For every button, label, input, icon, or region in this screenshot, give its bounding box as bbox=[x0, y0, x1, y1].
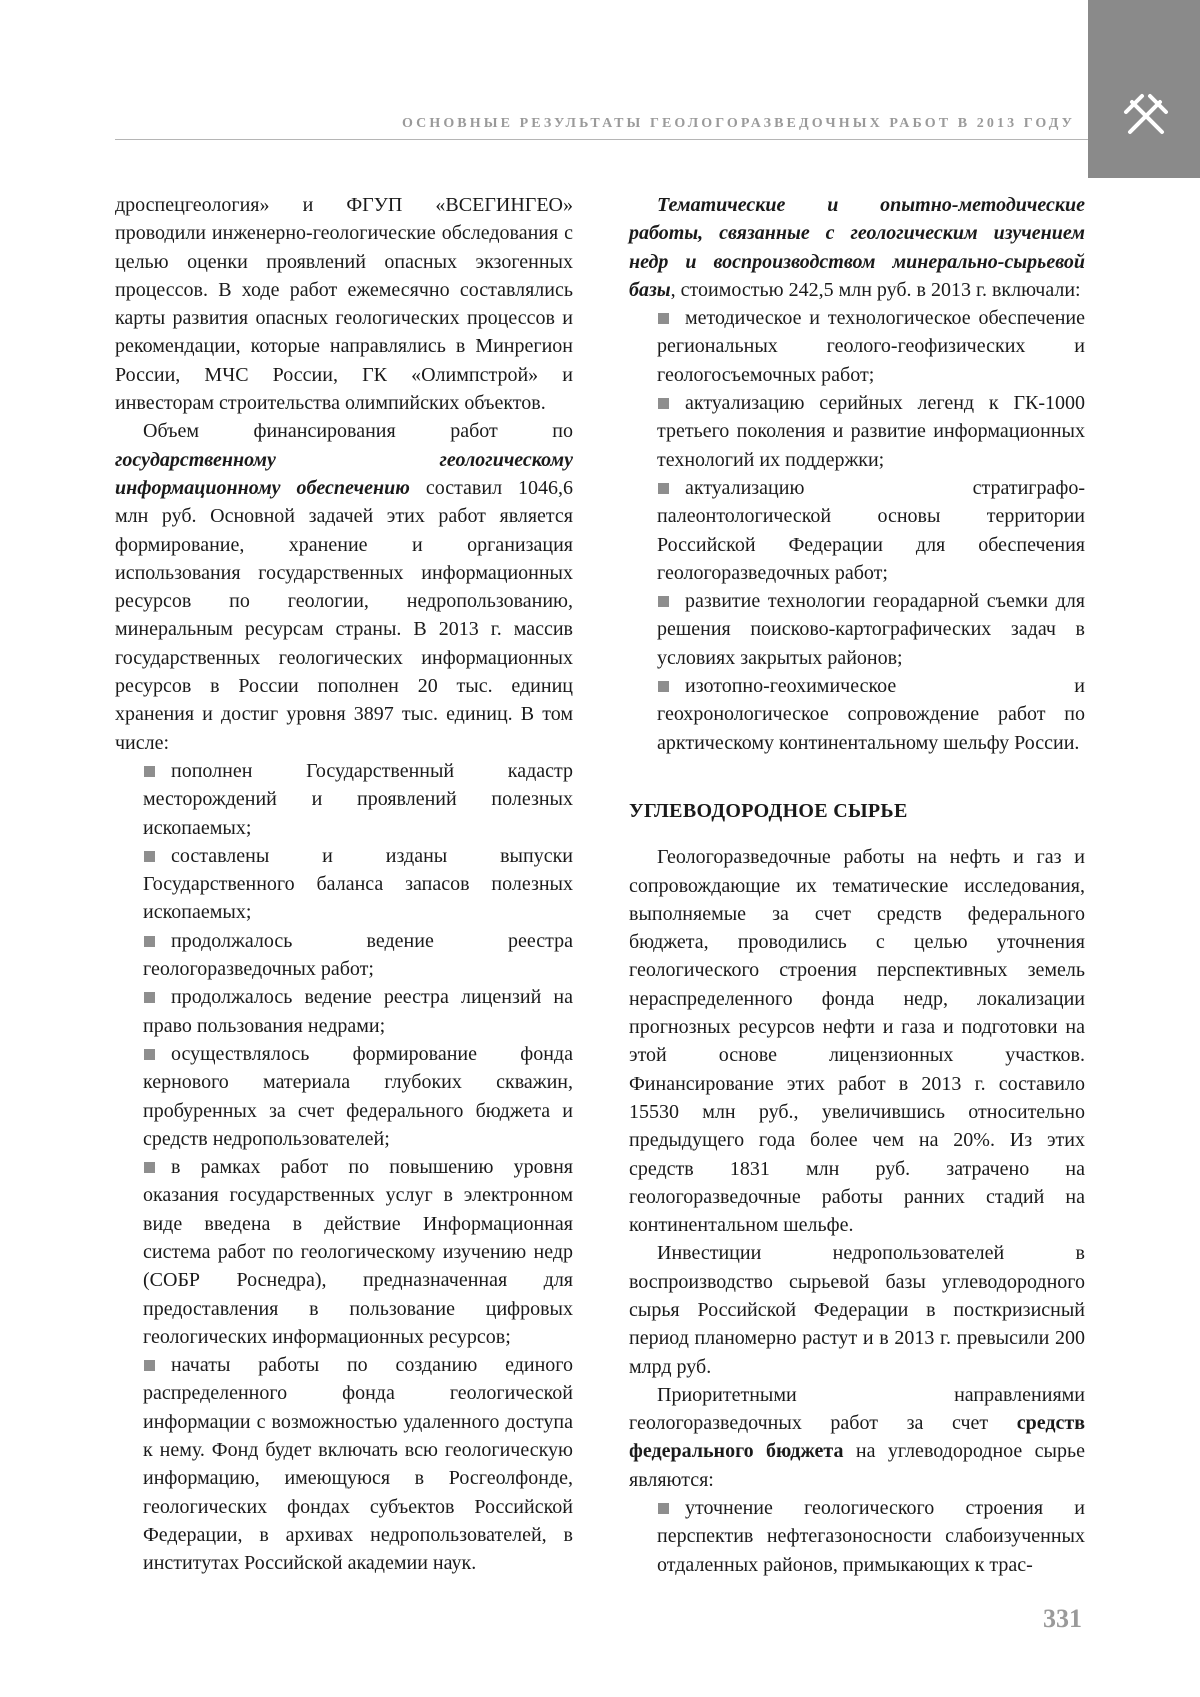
list-item bbox=[115, 927, 573, 984]
paragraph: Геологоразведочные работы на нефть и газ и сопровождающие их тематические исследования, выполняемые за счет средств федерального бюджета, проводились с целью уточнения геологического строения перспективных земель нераспределенного фонда недр, локализации прогнозных ресурсов нефти и газа и подготовки на этой основе лицензионных участков. Финансирование этих работ в 2013 г. составило 15530 млн руб., увеличившись относительно предыдущего года более чем на 20%. Из этих средств 1831 млн руб. затрачено на геологоразведочные работы ранних стадий на континентальном шельфе. bbox=[629, 846, 1085, 1237]
text-run: , стоимостью 242,5 млн руб. в 2013 г. включали: bbox=[670, 278, 1081, 301]
bullet-square-icon bbox=[658, 1503, 669, 1514]
text-run: составил 1046,6 млн руб. Основной задачей этих работ является формирование, хранение и организация использования государственных информационных ресурсов по геологии, недропользованию, минеральным ресурсам страны. В 2013 г. массив государственных геологических информационных ресурсов в России пополнен 20 тыс. единиц хранения и достиг уровня 3897 тыс. единиц. В том числе: bbox=[115, 476, 573, 754]
page-number: 331 bbox=[1043, 1604, 1082, 1633]
paragraph bbox=[629, 191, 1085, 304]
list-item bbox=[629, 304, 1085, 389]
list-item bbox=[115, 983, 573, 1040]
text-run: Приоритетными направлениями геологоразведочных работ за счет bbox=[629, 1383, 1085, 1435]
section-tab bbox=[1088, 0, 1200, 178]
list-item-text: изотопно-геохимическое и геохронологическое сопровождение работ по арктическому континентальному шельфу России. bbox=[657, 675, 1085, 754]
bullet-square-icon bbox=[144, 936, 155, 947]
paragraph: Инвестиции недропользователей в воспроизводство сырьевой базы углеводородного сырья Российской Федерации в посткризисный период планомерно растут и в 2013 г. превысили 200 млрд руб. bbox=[629, 1242, 1085, 1378]
emphasis: государственному геологическому информационному обеспечению bbox=[115, 448, 573, 499]
list-item-text: составлены и изданы выпуски Государственного баланса запасов полезных ископаемых; bbox=[143, 844, 573, 924]
running-header: ОСНОВНЫЕ РЕЗУЛЬТАТЫ ГЕОЛОГОРАЗВЕДОЧНЫХ РАБОТ В 2013 ГОДУ bbox=[401, 116, 1075, 131]
paragraph bbox=[629, 1381, 1085, 1494]
list-item-text: пополнен Государственный кадастр месторождений и проявлений полезных ископаемых; bbox=[143, 759, 573, 839]
bullet-square-icon bbox=[658, 313, 669, 324]
bullet-square-icon bbox=[144, 766, 155, 777]
list-item-text: актуализацию серийных легенд к ГК-1000 третьего поколения и развитие информационных технологий их поддержки; bbox=[657, 392, 1085, 471]
list-item-text: в рамках работ по повышению уровня оказания государственных услуг в электронном виде введена в действие Информационная система работ по геологическому изучению недр (СОБР Роснедра), предназначенная для предоставления в пользование цифровых геологических информационных ресурсов; bbox=[143, 1156, 573, 1348]
list-item-text: методическое и технологическое обеспечение региональных геолого-геофизических и геологосъемочных работ; bbox=[657, 307, 1085, 386]
bullet-square-icon bbox=[144, 1360, 155, 1371]
list-item-text: начаты работы по созданию единого распределенного фонда геологической информации с возможностью удаленного доступа к нему. Фонд будет включать всю геологическую информацию, имеющуюся в Росгеолфонде, геологических фондах субъектов Российской Федерации, в архивах недропользователей, в институтах Российской академии наук. bbox=[143, 1354, 573, 1575]
bullet-square-icon bbox=[144, 992, 155, 1003]
list-item bbox=[629, 389, 1085, 474]
paragraph bbox=[115, 417, 573, 757]
header-rule bbox=[115, 139, 1088, 140]
list-item-text: актуализацию стратиграфо-палеонтологической основы территории Российской Федерации для обеспечения геологоразведочных работ; bbox=[657, 476, 1085, 584]
bullet-square-icon bbox=[658, 596, 669, 607]
list-item bbox=[115, 842, 573, 927]
section-heading: УГЛЕВОДОРОДНОЕ СЫРЬЕ bbox=[629, 799, 908, 822]
list-item-text: осуществлялось формирование фонда кернового материала глубоких скважин, пробуренных за счет федерального бюджета и средств недропользователей; bbox=[143, 1042, 573, 1150]
bold-text: средств федерального бюджета bbox=[629, 1412, 1085, 1463]
list-item bbox=[629, 587, 1085, 672]
emphasis: Тематические и опытно-методические работы, связанные с геологическим изучением недр и воспроизводством минерально-сырьевой базы bbox=[629, 194, 1085, 301]
list-item bbox=[629, 1494, 1085, 1579]
bullet-square-icon bbox=[144, 851, 155, 862]
bullet-square-icon bbox=[658, 398, 669, 409]
list-item-text: продолжалось ведение реестра геологоразведочных работ; bbox=[143, 929, 573, 981]
bullet-square-icon bbox=[144, 1049, 155, 1060]
text-run: Объем финансирования работ по bbox=[143, 420, 573, 443]
text-run: на углеводородное сырье являются: bbox=[629, 1440, 1085, 1491]
paragraph: дроспецгеология» и ФГУП «ВСЕГИНГЕО» проводили инженерно-геологические обследования с целью оценки проявлений опасных экзогенных процессов. В ходе работ ежемесячно составлялись карты развития опасных геологических процессов и рекомендации, которые направлялись в Минрегион России, МЧС России, ГК «Олимпстрой» и инвесторам строительства олимпийских объектов. bbox=[115, 194, 573, 415]
list-item bbox=[629, 672, 1085, 757]
list-item-text: развитие технологии георадарной съемки для решения поисково-картографических задач в условиях закрытых районов; bbox=[657, 590, 1085, 669]
bullet-square-icon bbox=[658, 483, 669, 494]
list-item bbox=[115, 1153, 573, 1351]
crossed-hammers-icon bbox=[1122, 92, 1170, 140]
bullet-square-icon bbox=[144, 1162, 155, 1173]
list-item-text: продолжалось ведение реестра лицензий на право пользования недрами; bbox=[143, 986, 573, 1037]
list-item bbox=[115, 1351, 573, 1577]
list-item-text: уточнение геологического строения и перспектив нефтегазоносности слабоизученных отдаленных районов, примыкающих к трас- bbox=[657, 1497, 1085, 1576]
list-item bbox=[115, 1040, 573, 1153]
list-item bbox=[629, 474, 1085, 587]
list-item bbox=[115, 757, 573, 842]
left-column bbox=[115, 191, 573, 1578]
bullet-square-icon bbox=[658, 681, 669, 692]
right-column bbox=[629, 191, 1085, 1579]
